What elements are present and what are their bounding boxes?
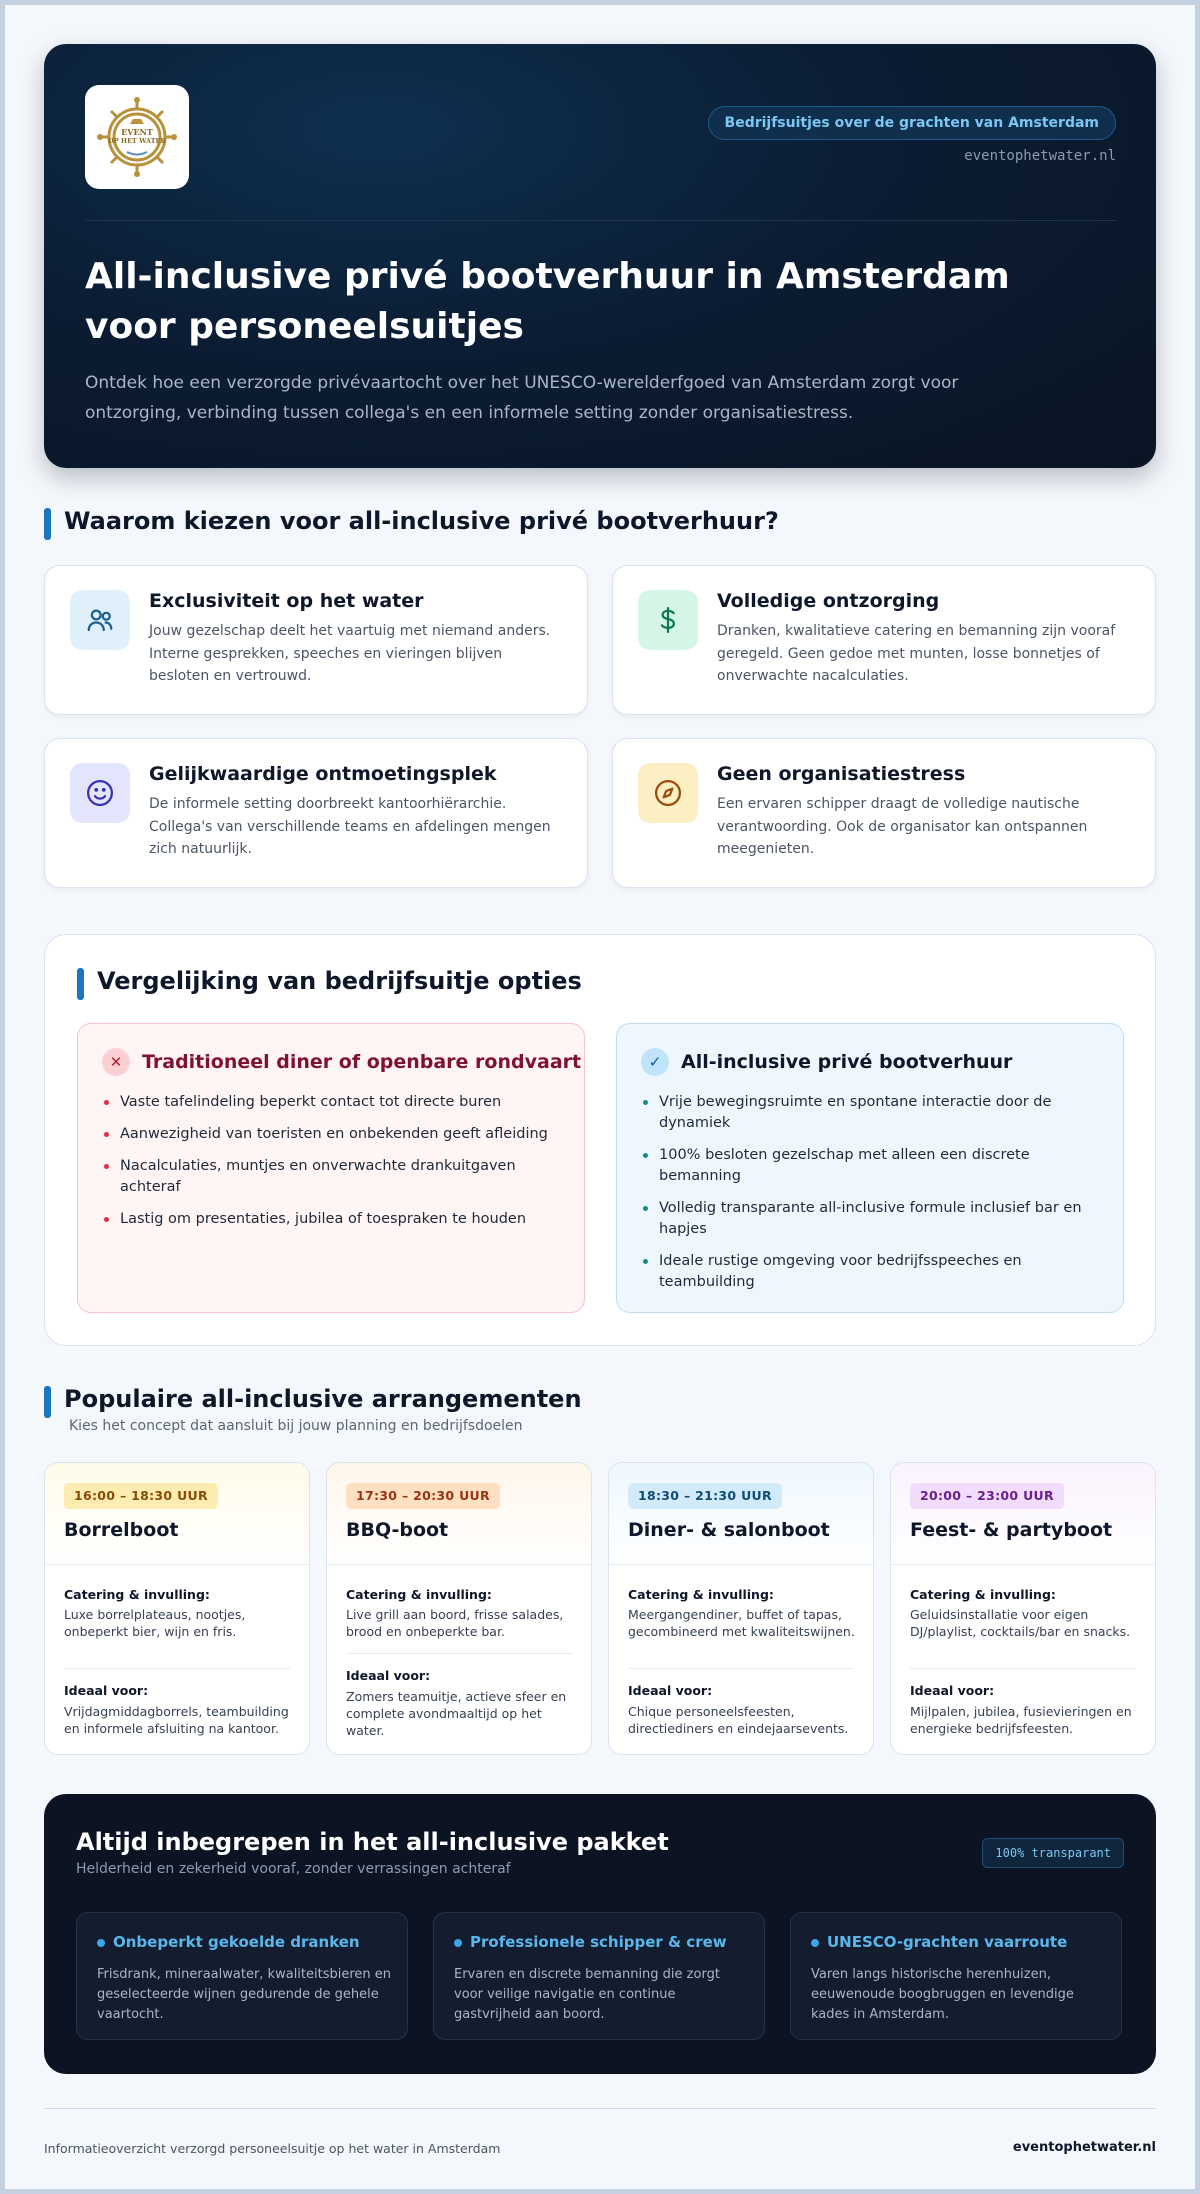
list-item: 100% besloten gezelschap met alleen een discrete bemanning (641, 1145, 1101, 1187)
included-item-title: UNESCO-grachten vaarroute (811, 1933, 1067, 1951)
hero-divider (85, 220, 1116, 221)
package-ideal-text: Zomers teamuitje, actieve sfeer en complete avondmaaltijd op het water. (346, 1689, 567, 1738)
package-ideal-text: Chique personeelsfeesten, directiediners en eindejaarsevents. (628, 1704, 849, 1736)
package-catering-label: Catering & invulling: (64, 1587, 210, 1602)
package-ideal-label: Ideaal voor: (628, 1683, 713, 1698)
package-name: Feest- & partyboot (910, 1519, 1113, 1541)
feature-card-unburdening (612, 565, 1156, 715)
package-time-badge: 16:00 – 18:30 UUR (64, 1483, 218, 1509)
feature-card-title: Gelijkwaardige ontmoetingsplek (149, 763, 497, 785)
list-item: Lastig om presentaties, jubilea of toespraken te houden (102, 1209, 562, 1230)
users-icon (70, 590, 130, 650)
smile-icon (70, 763, 130, 823)
hero-banner (44, 44, 1156, 468)
package-card-diner-salonboot[interactable] (608, 1462, 874, 1755)
included-item-text: Varen langs historische herenhuizen, eeuwenoude boogbruggen en levendige kades in Amsterdam. (811, 1967, 1074, 2022)
transparency-badge: 100% transparant (982, 1838, 1124, 1868)
included-title: Altijd inbegrepen in het all-inclusive pakket (76, 1828, 669, 1856)
feature-card-title: Exclusiviteit op het water (149, 590, 424, 612)
footer-description: Informatieoverzicht verzorgd personeelsuitje op het water in Amsterdam (44, 2141, 501, 2156)
package-name: Diner- & salonboot (628, 1519, 830, 1541)
package-catering-text: Luxe borrelplateaus, nootjes, onbeperkt bier, wijn en fris. (64, 1607, 246, 1639)
package-catering-label: Catering & invulling: (910, 1587, 1056, 1602)
package-ideal-text: Vrijdagmiddagborrels, teambuilding en informele afsluiting na kantoor. (64, 1704, 289, 1736)
package-card-borrelboot[interactable] (44, 1462, 310, 1755)
package-catering-text: Meergangendiner, buffet of tapas, gecombineerd met kwaliteitswijnen. (628, 1607, 855, 1639)
page-title: All-inclusive privé bootverhuur in Amsterdam voor personeelsuitjes (85, 256, 1010, 347)
comparison-panel (44, 934, 1156, 1346)
list-item: Vaste tafelindeling beperkt contact tot directe buren (102, 1092, 562, 1113)
package-time-badge: 20:00 – 23:00 UUR (910, 1483, 1064, 1509)
check-icon: ✓ (641, 1048, 669, 1076)
feature-card-no-stress (612, 738, 1156, 888)
included-subtitle: Helderheid en zekerheid vooraf, zonder verrassingen achteraf (76, 1861, 511, 1877)
feature-card-text: Jouw gezelschap deelt het vaartuig met niemand anders. Interne gesprekken, speeches en vieringen blijven besloten en vertrouwd. (149, 623, 551, 684)
package-card-bbq-boot[interactable] (326, 1462, 592, 1755)
hero-badge: Bedrijfsuitjes over de grachten van Amsterdam (708, 106, 1116, 140)
package-ideal-label: Ideaal voor: (346, 1668, 431, 1683)
package-name: Borrelboot (64, 1519, 179, 1541)
package-card-feest-partyboot[interactable] (890, 1462, 1156, 1755)
why-section-title: Waarom kiezen voor all-inclusive privé bootverhuur? (44, 507, 779, 535)
feature-card-title: Geen organisatiestress (717, 763, 966, 785)
included-item-title: Onbeperkt gekoelde dranken (97, 1933, 360, 1951)
package-catering-label: Catering & invulling: (628, 1587, 774, 1602)
packages-section-title: Populaire all-inclusive arrangementen (44, 1385, 582, 1413)
brand-logo[interactable] (85, 85, 189, 189)
footer-site-link[interactable]: eventophetwater.nl (1012, 2140, 1156, 2155)
list-item: Volledig transparante all-inclusive formule inclusief bar en hapjes (641, 1198, 1101, 1240)
logo-wordmark: EVENT OP HET WATER (108, 127, 166, 145)
feature-card-meeting-place (44, 738, 588, 888)
package-catering-text: Geluidsinstallatie voor eigen DJ/playlist, cocktails/bar en snacks. (910, 1607, 1131, 1639)
included-item-drinks (76, 1912, 408, 2040)
site-url[interactable]: eventophetwater.nl (964, 148, 1116, 164)
package-time-badge: 17:30 – 20:30 UUR (346, 1483, 500, 1509)
dollar-icon (638, 590, 698, 650)
comparison-traditional (77, 1023, 585, 1313)
comparison-title: Vergelijking van bedrijfsuitje opties (77, 967, 582, 995)
package-time-badge: 18:30 – 21:30 UUR (628, 1483, 782, 1509)
list-item: Aanwezigheid van toeristen en onbekenden geeft afleiding (102, 1124, 562, 1145)
comparison-private-boat (616, 1023, 1124, 1313)
included-item-text: Frisdrank, mineraalwater, kwaliteitsbieren en geselecteerde wijnen gedurende de gehele vaartocht. (97, 1967, 392, 2022)
included-panel (44, 1794, 1156, 2074)
included-item-crew (433, 1912, 765, 2040)
page (5, 5, 1195, 2189)
included-item-title: Professionele schipper & crew (454, 1933, 727, 1951)
cross-icon: ✕ (102, 1048, 130, 1076)
footer-divider (44, 2108, 1156, 2109)
comparison-traditional-title: Traditioneel diner of openbare rondvaart (142, 1051, 582, 1073)
feature-card-text: Een ervaren schipper draagt de volledige nautische verantwoording. Ook de organisator kan ontspannen meegenieten. (717, 796, 1088, 857)
list-item: Ideale rustige omgeving voor bedrijfsspeeches en teambuilding (641, 1251, 1101, 1293)
compass-icon (638, 763, 698, 823)
feature-card-text: De informele setting doorbreekt kantoorhiërarchie. Collega's van verschillende teams en afdelingen mengen zich natuurlijk. (149, 796, 551, 857)
list-item: Vrije bewegingsruimte en spontane interactie door de dynamiek (641, 1092, 1101, 1134)
comparison-private-boat-title: All-inclusive privé bootverhuur (681, 1051, 1013, 1073)
package-ideal-label: Ideaal voor: (910, 1683, 995, 1698)
package-catering-label: Catering & invulling: (346, 1587, 492, 1602)
packages-subtitle: Kies het concept dat aansluit bij jouw planning en bedrijfsdoelen (69, 1418, 523, 1434)
feature-card-text: Dranken, kwalitatieve catering en bemanning zijn vooraf geregeld. Geen gedoe met munten, losse bonnetjes of onverwachte nacalculaties. (717, 623, 1116, 684)
package-catering-text: Live grill aan boord, frisse salades, brood en onbeperkte bar. (346, 1607, 564, 1639)
included-item-text: Ervaren en discrete bemanning die zorgt voor veilige navigatie en continue gastvrijheid aan boord. (454, 1967, 720, 2022)
feature-card-exclusivity (44, 565, 588, 715)
package-ideal-text: Mijlpalen, jubilea, fusievieringen en energieke bedrijfsfeesten. (910, 1704, 1132, 1736)
package-ideal-label: Ideaal voor: (64, 1683, 149, 1698)
comparison-traditional-list (102, 1092, 562, 1241)
included-item-route (790, 1912, 1122, 2040)
list-item: Nacalculaties, muntjes en onverwachte drankuitgaven achteraf (102, 1156, 562, 1198)
package-name: BBQ-boot (346, 1519, 449, 1541)
page-subtitle: Ontdek hoe een verzorgde privévaartocht over het UNESCO-werelderfgoed van Amsterdam zorgt voor ontzorging, verbinding tussen collega's en een informele setting zonder organisatiestress. (85, 373, 959, 423)
feature-card-title: Volledige ontzorging (717, 590, 940, 612)
comparison-private-boat-list (641, 1092, 1101, 1304)
